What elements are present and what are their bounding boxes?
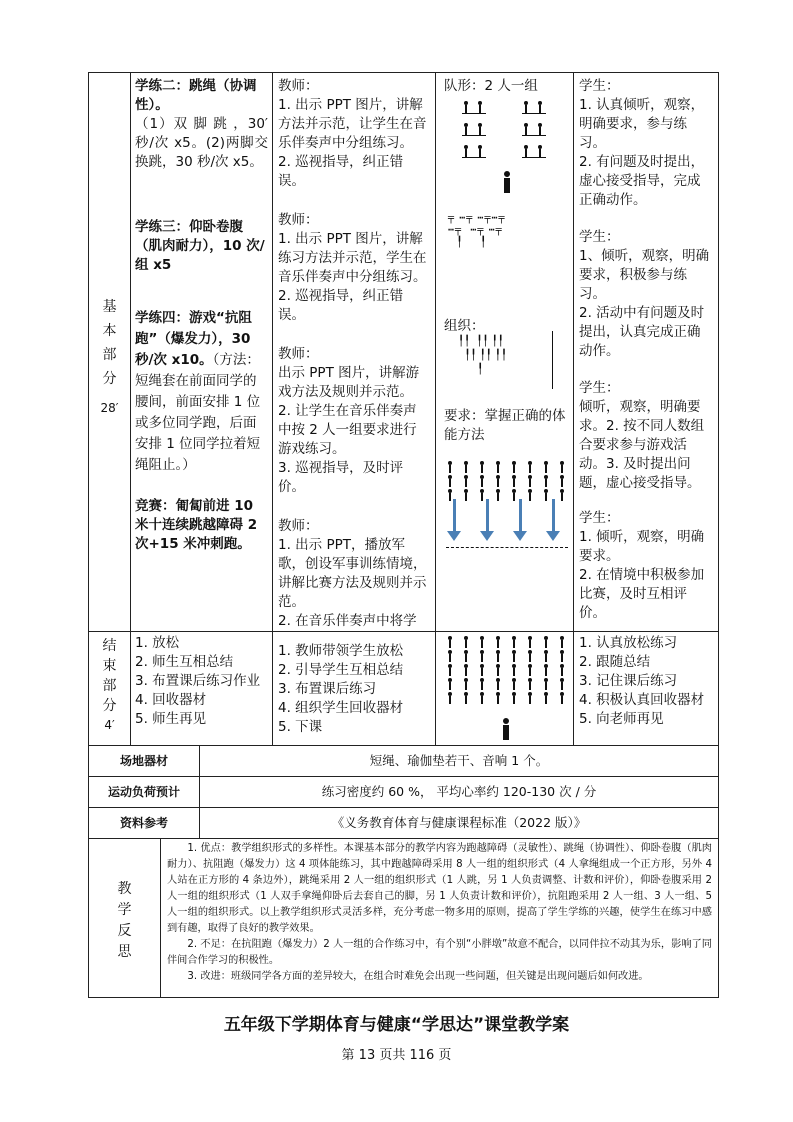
- person-figure: [510, 489, 518, 501]
- person-figure: [526, 461, 534, 473]
- person-figure: [494, 650, 502, 662]
- basic-label-cell: [88, 72, 131, 632]
- person-figure: [446, 650, 454, 662]
- person-figure: [558, 678, 566, 690]
- teacher-figure: [501, 171, 513, 193]
- ref-label-cell: [88, 807, 200, 839]
- person-figure: [478, 678, 486, 690]
- person-figure: [494, 692, 502, 704]
- load-value-cell: [199, 776, 719, 808]
- drill2-title: 学练二：跳绳（协调性）。: [135, 78, 257, 113]
- person-figure: [462, 461, 470, 473]
- arrow-icon: [486, 499, 489, 533]
- person-figure: [510, 650, 518, 662]
- person-figure: [494, 461, 502, 473]
- pair-figure: [522, 123, 548, 139]
- person-figure: [526, 636, 534, 648]
- page-number: 第 13 页共 116 页: [341, 1048, 452, 1063]
- arrow-icon: [519, 499, 522, 533]
- basic-student-cell: [573, 72, 719, 632]
- person-figure: [526, 678, 534, 690]
- ending-content: 1. 放松 2. 师生互相总结 3. 布置课后练习作业 4. 回收器材 5. 师生再见: [135, 635, 261, 727]
- ending-teacher: 1. 教师带领学生放松 2. 引导学生互相总结 3. 布置课后练习 4. 组织学生回收器材 5. 下课: [278, 643, 404, 735]
- ref-value-cell: [199, 807, 719, 839]
- basic-time: 28′: [100, 401, 119, 415]
- person-figure: [510, 475, 518, 487]
- arrow-icon: [453, 499, 456, 533]
- person-figure: [526, 475, 534, 487]
- pair-figure: [462, 123, 488, 139]
- person-figure: [510, 461, 518, 473]
- teacher-step-1: 教师： 1. 出示 PPT 图片，讲解方法并示范，让学生在音乐伴奏声中分组练习。 2. 巡视指导，纠正错误。: [278, 78, 427, 189]
- person-figure: [542, 475, 550, 487]
- person-figure: [446, 678, 454, 690]
- person-figure: [510, 636, 518, 648]
- pair-figure: [462, 101, 488, 117]
- teacher-step-4: 教师： 1. 出示 PPT，播放军歌，创设军事训练情境，讲解比赛方法及规则并示范。 2. 在音乐伴奏声中将学: [278, 518, 427, 629]
- relaxation-figures: [446, 636, 571, 706]
- person-figure: [542, 664, 550, 676]
- person-figure: [526, 692, 534, 704]
- person-figure: [558, 692, 566, 704]
- equipment-label: 场地器材: [119, 754, 168, 768]
- person-figure: [558, 636, 566, 648]
- equipment-value-cell: [199, 745, 719, 777]
- person-figure: [510, 678, 518, 690]
- basic-label: 基 本 部 分: [102, 299, 117, 387]
- pair-figure: [462, 145, 488, 161]
- person-figure: [462, 650, 470, 662]
- person-figure: [446, 692, 454, 704]
- reflection-label-cell: [88, 838, 161, 998]
- person-figure: [478, 692, 486, 704]
- load-label: 运动负荷预计: [107, 785, 180, 799]
- person-figure: [478, 475, 486, 487]
- person-figure: [542, 692, 550, 704]
- person-figure: [478, 461, 486, 473]
- person-figure: [446, 475, 454, 487]
- finish-line: [446, 547, 568, 548]
- ref-value: 《义务教育体育与健康课程标准（2022 版）》: [331, 815, 587, 830]
- person-figure: [558, 489, 566, 501]
- person-figure: [478, 664, 486, 676]
- footer-title: 五年级下学期体育与健康“学思达”课堂教学案: [223, 1015, 570, 1035]
- drill2-body: （1）双 脚 跳 ，30′秒/次 x5。(2)两脚交换跳，30 秒/次 x5。: [135, 116, 268, 170]
- person-figure: [526, 650, 534, 662]
- reflection-text-cell: [160, 838, 719, 998]
- ending-time: 4′: [104, 718, 115, 732]
- org-line: [552, 331, 553, 389]
- ending-teacher-cell: [272, 631, 436, 746]
- person-figure: [542, 489, 550, 501]
- student-step-2: 学生： 1、倾听，观察，明确要求，积极参与练习。 2. 活动中有问题及时提出，认真完成正确动作。: [579, 229, 710, 359]
- student-step-1: 学生： 1. 认真倾听，观察，明确要求，参与练习。 2. 有问题及时提出，虚心接受指导，完成正确动作。: [579, 78, 705, 208]
- ending-student-cell: [573, 631, 719, 746]
- person-figure: [478, 636, 486, 648]
- person-figure: [462, 678, 470, 690]
- load-value: 练习密度约 60 %， 平均心率约 120-130 次 / 分: [321, 784, 597, 799]
- equipment-label-cell: [88, 745, 200, 777]
- ending-content-cell: [130, 631, 273, 746]
- teacher-figure: [500, 718, 512, 740]
- drill3: 学练三：仰卧卷腹（肌肉耐力），10 次/组 x5: [135, 219, 265, 273]
- ending-label-cell: [88, 631, 131, 746]
- student-step-3: 学生： 倾听，观察，明确要求。2. 按不同人数组合要求参与游戏活动。3. 及时提出问题，虚心接受指导。: [579, 380, 705, 491]
- person-figure: [494, 636, 502, 648]
- person-figure: [462, 692, 470, 704]
- requirement-label: 要求：掌握正确的体能方法: [444, 408, 566, 443]
- ending-student: 1. 认真放松练习 2. 跟随总结 3. 记住课后练习 4. 积极认真回收器材 5. 向老师再见: [579, 635, 705, 727]
- person-figure: [446, 664, 454, 676]
- load-label-cell: [88, 776, 200, 808]
- person-figure: [478, 650, 486, 662]
- basic-org-cell: [435, 72, 574, 632]
- teacher-step-2: 教师： 1. 出示 PPT 图片，讲解练习方法并示范，学生在音乐伴奏声中分组练习。 2. 巡视指导，纠正错误。: [278, 212, 427, 323]
- ref-label: 资料参考: [119, 816, 168, 830]
- drill4-body: （方法：短绳套在前面同学的腰间，前面安排 1 位或多位同学跑，后面安排 1 位同学拉着短绳阻止。）: [135, 352, 261, 473]
- person-figure: [494, 678, 502, 690]
- reflection-p3: 3. 改进：班级同学各方面的差异较大，在组合时难免会出现一些问题，但关键是出现问题后如何改进。: [187, 971, 649, 982]
- ending-label: 结 束 部 分: [102, 638, 117, 714]
- person-figure: [558, 461, 566, 473]
- reflection-label: 教 学 反 思: [117, 881, 132, 960]
- equipment-value: 短绳、瑜伽垫若干、音响 1 个。: [369, 753, 549, 768]
- person-figure: [494, 489, 502, 501]
- person-figure: [526, 489, 534, 501]
- reflection-p2: 2. 不足：在抗阻跑（爆发力）2 人一组的合作练习中，有个别“小胖墩”故意不配合，以同伴拉不动其为乐，影响了同伴间合作学习的积极性。: [167, 939, 712, 966]
- person-figure: [558, 650, 566, 662]
- person-figure: [510, 692, 518, 704]
- person-figure: [446, 636, 454, 648]
- person-figure: [462, 475, 470, 487]
- person-figure: [462, 664, 470, 676]
- person-figure: [526, 664, 534, 676]
- person-figure: [558, 475, 566, 487]
- person-figure: [542, 678, 550, 690]
- person-figure: [542, 636, 550, 648]
- pair-figure: [522, 101, 548, 117]
- ending-org-cell: [435, 631, 574, 746]
- person-figure: [494, 664, 502, 676]
- contest: 竞赛：匍匐前进 10 米十连续跳越障碍 2 次+15 米冲刺跑。: [135, 498, 262, 552]
- formation-label: 队形：2 人一组: [444, 78, 538, 94]
- org-figures: ╿╿ ╿╿ ╿╿ ╿╿ ╿╿ ╿╿ ╿: [458, 336, 507, 375]
- org-label: 组织：: [444, 318, 485, 334]
- basic-teacher-cell: [272, 72, 436, 632]
- person-figure: [446, 461, 454, 473]
- pair-figure: [522, 145, 548, 161]
- teacher-step-3: 教师： 出示 PPT 图片，讲解游戏方法及规则并示范。 2. 让学生在音乐伴奏声中按 2 人一组要求进行游戏练习。 3. 巡视指导，及时评价。: [278, 346, 420, 495]
- basic-content-cell: [130, 72, 273, 632]
- person-figure: [510, 664, 518, 676]
- drill4-title: 学练四：游戏“抗阻跑”（爆发力），30 秒/次 x10。: [135, 310, 256, 368]
- reflection-p1: 1. 优点：教学组织形式的多样性。本课基本部分的教学内容为跑越障碍（灵敏性）、跳绳（协调性）、仰卧卷腹（肌肉耐力）、抗阻跑（爆发力）这 4 项体能练习，其中跑越障碍采用 8 人一组的组织形式（4 人拿绳组成一个正方形，另外 4 人站在正方形的 4 条边外），跳绳采用 2 人一组的组织形式（1 人跳，另 1 人负责调整、计数和评价），仰卧卷腹采用 2 人一组的组织形式（1 人双手拿绳仰卧后去套自己的脚，另 1 人负责计数和评价），抗阻跑采用 2 人一组、3 人一组、5 人一组的组织形式。以上教学组织形式灵活多样，充分考虑一物多用的原则，提高了学生学练的兴趣，使学生在练习中感到有趣，取得了良好的教学效果。: [167, 843, 712, 934]
- person-figure: [478, 489, 486, 501]
- person-figure: [462, 489, 470, 501]
- person-figure: [558, 664, 566, 676]
- student-step-4: 学生： 1. 倾听，观察，明确要求。 2. 在情境中积极参加比赛，及时互相评价。: [579, 510, 705, 621]
- arrow-icon: [552, 499, 555, 533]
- person-figure: [462, 636, 470, 648]
- scattered-figures: ╤ ┅╤ ┅╤┅╤ ┅╤ ┅╤ ┅╤ ╿ ╿: [448, 213, 506, 248]
- person-figure: [542, 461, 550, 473]
- person-figure: [542, 650, 550, 662]
- person-figure: [494, 475, 502, 487]
